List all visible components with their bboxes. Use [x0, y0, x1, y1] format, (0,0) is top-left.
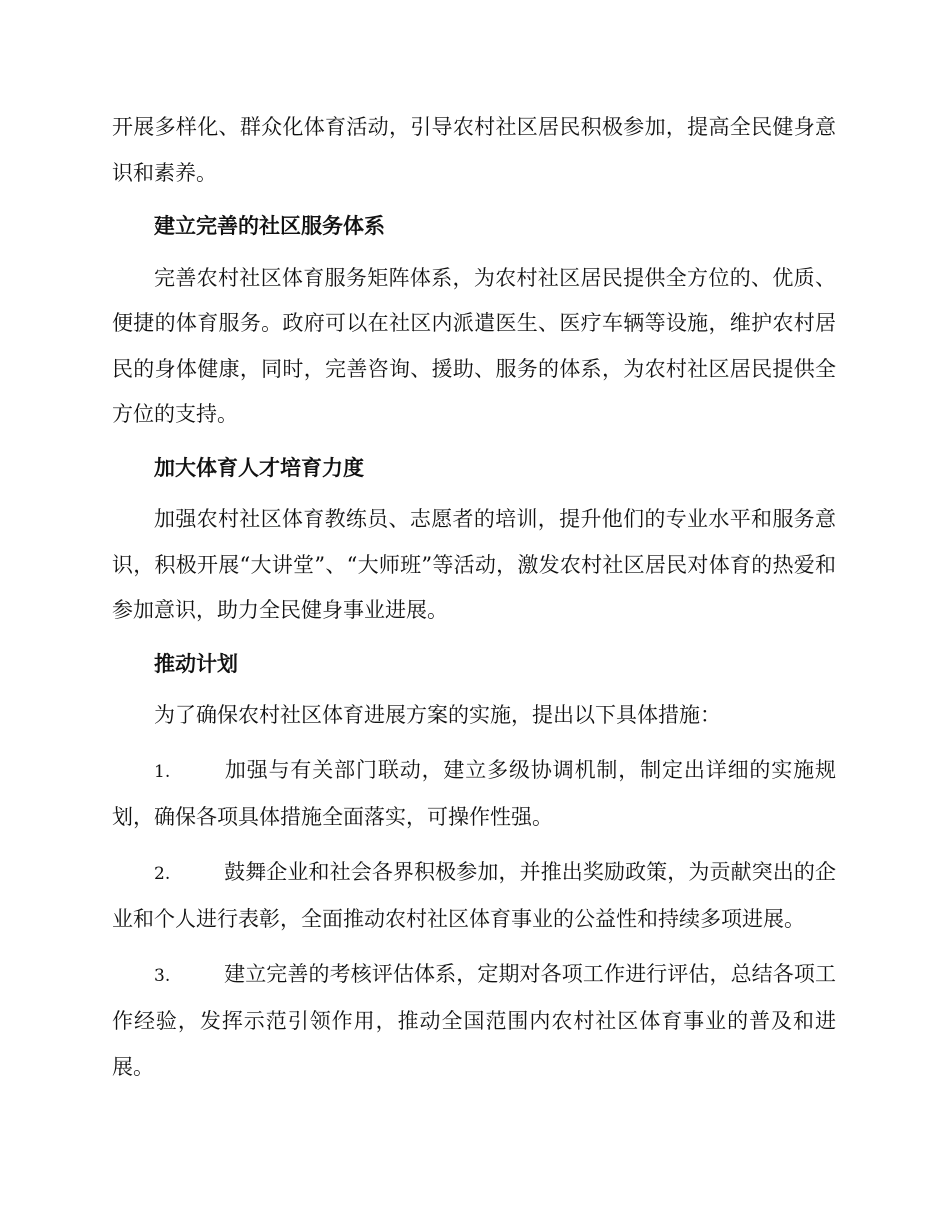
list-item [112, 952, 836, 1091]
list-item-number: 1. [154, 761, 171, 782]
section-heading-community-service: 建立完善的社区服务体系 [154, 213, 385, 238]
section-intro-promotion-plan: 为了确保农村社区体育进展方案的实施，提出以下具体措施： [154, 703, 721, 727]
section-body-talent-training: 加强农村社区体育教练员、志愿者的培训，提升他们的专业水平和服务意识，积极开展“大讲堂”、“大师班”等活动，激发农村社区居民对体育的热爱和参加意识，助力全民健身事业进展。 [112, 507, 836, 622]
list-item-text: 鼓舞企业和社会各界积极参加，并推出奖励政策，为贡献突出的企业和个人进行表彰，全面推动农村社区体育事业的公益性和持续多项进展。 [112, 859, 836, 931]
list-item-number: 2. [154, 863, 171, 884]
intro-paragraph: 开展多样化、群众化体育活动，引导农村社区居民积极参加，提高全民健身意识和素养。 [112, 115, 836, 185]
list-item [112, 850, 836, 943]
document-body [112, 105, 836, 1090]
section-heading-promotion-plan: 推动计划 [154, 650, 238, 676]
section-heading-talent-training: 加大体育人才培育力度 [154, 454, 364, 480]
section-body-community-service: 完善农村社区体育服务矩阵体系，为农村社区居民提供全方位的、优质、便捷的体育服务。政府可以在社区内派遣医生、医疗车辆等设施，维护农村居民的身体健康，同时，完善咨询、援助、服务的体系，为农村社区居民提供全方位的支持。 [112, 265, 836, 426]
list-item-number: 3. [154, 965, 171, 986]
list-item-text: 加强与有关部门联动，建立多级协调机制，制定出详细的实施规划，确保各项具体措施全面落实，可操作性强。 [112, 757, 836, 829]
list-item-text: 建立完善的考核评估体系，定期对各项工作进行评估，总结各项工作经验，发挥示范引领作用，推动全国范围内农村社区体育事业的普及和进展。 [112, 961, 836, 1079]
list-item [112, 748, 836, 841]
